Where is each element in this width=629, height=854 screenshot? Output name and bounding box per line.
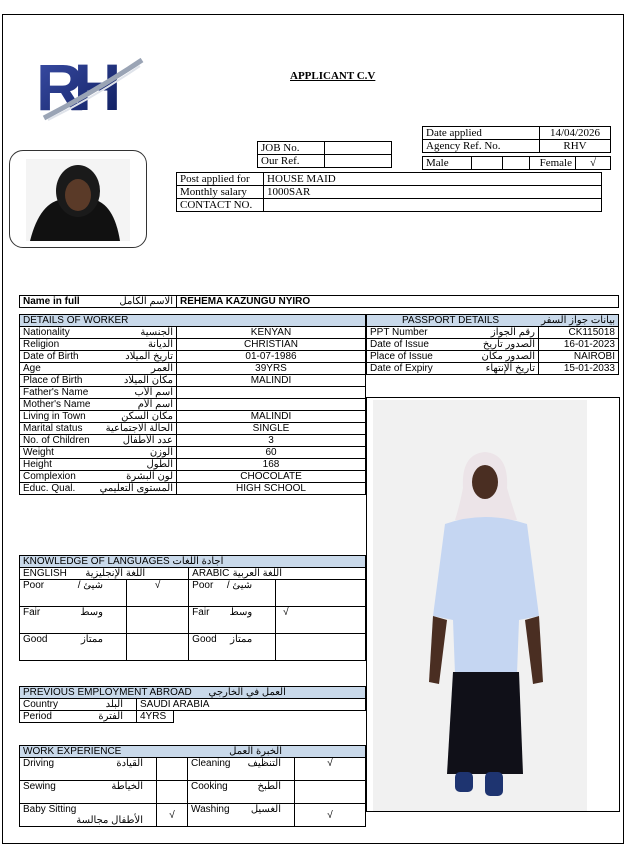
name-table: Name in full الاسم الكامل REHEMA KAZUNGU NYIRO bbox=[19, 295, 619, 308]
table-row: Fair وسط Fair وسط √ bbox=[20, 607, 366, 634]
table-row: Educ. Qual. المستوى التعليمي HIGH SCHOOL bbox=[20, 483, 366, 495]
table-row: Driving القيادة Cleaning التنظيف √ bbox=[20, 758, 366, 781]
job-ref-table: JOB No. Our Ref. bbox=[257, 141, 392, 168]
table-row: Father's Name اسم الأب bbox=[20, 387, 366, 399]
worker-details-table: DETAILS OF WORKER Nationality الجنسية KENYAN Religion الديانة CHRISTIAN Date of Birth تاريخ الميلاد 01-07-1986 Age العمر 39YRS Place of Birth مكان الميلاد MALINDI Father's Name اسم الأب Mother's Name اسم الأم Living in Town مكان السكن MALINDI Marital status الحالة الاجتماعية SINGLE No. of Children عدد الأطفال 3 Weight الوزن 60 Height الطول 168 Complexion لون البشرة CHOCOLATE Educ. Qual. المستوى التعليمي HIGH SCHOOL bbox=[19, 314, 366, 495]
table-row: Poor شيئ / √ Poor شيئ / bbox=[20, 580, 366, 607]
portrait-photo bbox=[9, 150, 147, 248]
table-row: Nationality الجنسية KENYAN bbox=[20, 327, 366, 339]
post-table: Post applied for HOUSE MAID Monthly salary 1000SAR CONTACT NO. bbox=[176, 172, 602, 212]
arabic-good-mark bbox=[276, 634, 366, 661]
svg-text:RH: RH bbox=[36, 52, 112, 122]
table-row: Country البلد SAUDI ARABIA bbox=[20, 699, 366, 711]
table-row: Place of Birth مكان الميلاد MALINDI bbox=[20, 375, 366, 387]
table-row: Baby Sitting الأطفال مجالسة √ Washing الغسيل √ bbox=[20, 804, 366, 827]
table-row: Date of Birth تاريخ الميلاد 01-07-1986 bbox=[20, 351, 366, 363]
table-row: No. of Children عدد الأطفال 3 bbox=[20, 435, 366, 447]
english-good-mark bbox=[127, 634, 189, 661]
passport-details-table: PASSPORT DETAILS بيانات جواز السفر PPT Number رقم الجواز CK115018 Date of Issue الصدور تاريخ 16-01-2023 Place of Issue الصدور مكان NAIROBI Date of Expiry تاريخ الإنتهاء 15-01-2033 bbox=[366, 314, 619, 375]
full-body-photo bbox=[366, 397, 620, 812]
table-row: Living in Town مكان السكن MALINDI bbox=[20, 411, 366, 423]
table-row: Mother's Name اسم الأم bbox=[20, 399, 366, 411]
table-row: Date of Issue الصدور تاريخ 16-01-2023 bbox=[367, 339, 619, 351]
table-row: Height الطول 168 bbox=[20, 459, 366, 471]
table-row: Place of Issue الصدور مكان NAIROBI bbox=[367, 351, 619, 363]
arabic-poor-mark bbox=[276, 580, 366, 607]
arabic-fair-mark: √ bbox=[276, 607, 366, 634]
company-logo bbox=[34, 52, 144, 122]
table-row: Religion الديانة CHRISTIAN bbox=[20, 339, 366, 351]
female-checkmark: √ bbox=[576, 157, 611, 170]
cv-title: APPLICANT C.V bbox=[290, 70, 376, 82]
table-row: Sewing الخياطة Cooking الطبخ bbox=[20, 781, 366, 804]
table-row: Marital status الحالة الاجتماعية SINGLE bbox=[20, 423, 366, 435]
gender-table: Male Female √ bbox=[422, 156, 611, 170]
employment-table: PREVIOUS EMPLOYMENT ABROAD العمل في الخارجي Country البلد SAUDI ARABIA Period الفترة 4YRS bbox=[19, 686, 366, 723]
table-row: Complexion لون البشرة CHOCOLATE bbox=[20, 471, 366, 483]
table-row: Good ممتاز Good ممتاز bbox=[20, 634, 366, 661]
languages-table: KNOWLEDGE OF LANGUAGES اجادة اللغات ENGLISH اللغة الإنجليزية ARABIC اللغة العربية Poor شيئ / √ Poor شيئ / Fair وسط Fair وسط √ Good ممتاز Good ممتاز bbox=[19, 555, 366, 661]
table-row: Weight الوزن 60 bbox=[20, 447, 366, 459]
table-row: PPT Number رقم الجواز CK115018 bbox=[367, 327, 619, 339]
table-row: Age العمر 39YRS bbox=[20, 363, 366, 375]
table-row: Date of Expiry تاريخ الإنتهاء 15-01-2033 bbox=[367, 363, 619, 375]
english-fair-mark bbox=[127, 607, 189, 634]
work-experience-table: WORK EXPERIENCE الخبرة العمل Driving القيادة Cleaning التنظيف √ Sewing الخياطة Cooking الطبخ Baby Sitting الأطفال مجالسة √ Washing الغسيل √ bbox=[19, 745, 366, 827]
table-row: Period الفترة 4YRS bbox=[20, 711, 366, 723]
application-info-table: Date applied 14/04/2026 Agency Ref. No. RHV bbox=[422, 126, 611, 153]
english-poor-mark: √ bbox=[127, 580, 189, 607]
